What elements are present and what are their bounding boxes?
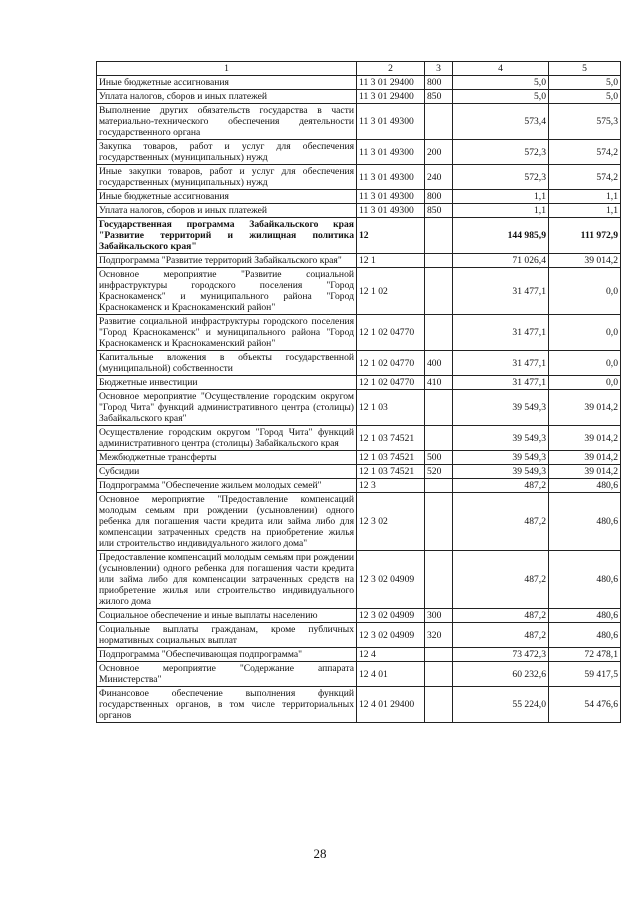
- amount-year2-cell: 39 014,2: [549, 390, 621, 426]
- amount-year2-cell: 39 014,2: [549, 465, 621, 479]
- target-code-cell: 12 4 01 29400: [357, 687, 425, 723]
- target-code-cell: 12 4: [357, 648, 425, 662]
- expense-type-cell: 240: [425, 165, 453, 190]
- item-name-cell: Подпрограмма "Развитие территорий Забайкальского края": [97, 254, 357, 268]
- amount-year1-cell: 39 549,3: [453, 390, 549, 426]
- item-name-cell: Иные бюджетные ассигнования: [97, 76, 357, 90]
- expense-type-cell: 400: [425, 351, 453, 376]
- expense-type-cell: 500: [425, 451, 453, 465]
- expense-type-cell: 410: [425, 376, 453, 390]
- item-name-cell: Государственная программа Забайкальского края "Развитие территорий и жилищная политика Забайкальского края": [97, 218, 357, 254]
- target-code-cell: 12 3 02 04909: [357, 551, 425, 609]
- column-number-row: [97, 62, 621, 76]
- expense-type-cell: 850: [425, 204, 453, 218]
- target-code-cell: 12 3 02 04909: [357, 623, 425, 648]
- amount-year2-cell: 1,1: [549, 204, 621, 218]
- target-code-cell: 12 1 02 04770: [357, 315, 425, 351]
- amount-year2-cell: 1,1: [549, 190, 621, 204]
- target-code-cell: 11 3 01 49300: [357, 140, 425, 165]
- amount-year2-cell: 111 972,9: [549, 218, 621, 254]
- amount-year1-cell: 572,3: [453, 140, 549, 165]
- target-code-cell: 12 1 02 04770: [357, 376, 425, 390]
- column-number: 2: [357, 62, 425, 76]
- amount-year1-cell: 487,2: [453, 623, 549, 648]
- table-row: [97, 648, 621, 662]
- amount-year1-cell: 71 026,4: [453, 254, 549, 268]
- amount-year1-cell: 144 985,9: [453, 218, 549, 254]
- amount-year1-cell: 487,2: [453, 609, 549, 623]
- target-code-cell: 12 1: [357, 254, 425, 268]
- target-code-cell: 11 3 01 49300: [357, 104, 425, 140]
- amount-year1-cell: 60 232,6: [453, 662, 549, 687]
- expense-type-cell: 850: [425, 90, 453, 104]
- amount-year2-cell: 59 417,5: [549, 662, 621, 687]
- amount-year2-cell: 480,6: [549, 551, 621, 609]
- amount-year2-cell: 39 014,2: [549, 254, 621, 268]
- table-row: [97, 90, 621, 104]
- expense-type-cell: [425, 551, 453, 609]
- amount-year1-cell: 5,0: [453, 76, 549, 90]
- amount-year1-cell: 39 549,3: [453, 465, 549, 479]
- expense-type-cell: 520: [425, 465, 453, 479]
- amount-year1-cell: 31 477,1: [453, 315, 549, 351]
- amount-year1-cell: 572,3: [453, 165, 549, 190]
- expense-type-cell: [425, 315, 453, 351]
- table-row: [97, 190, 621, 204]
- amount-year2-cell: 0,0: [549, 351, 621, 376]
- target-code-cell: 12 1 03 74521: [357, 465, 425, 479]
- amount-year2-cell: 575,3: [549, 104, 621, 140]
- column-number: 3: [425, 62, 453, 76]
- amount-year1-cell: 1,1: [453, 190, 549, 204]
- item-name-cell: Основное мероприятие "Развитие социальной инфраструктуры городского поселения "Город Краснокаменск" и муниципального района "Город Краснокаменск и Краснокаменский район": [97, 268, 357, 315]
- amount-year2-cell: 480,6: [549, 493, 621, 551]
- expense-type-cell: [425, 648, 453, 662]
- target-code-cell: 12: [357, 218, 425, 254]
- amount-year1-cell: 5,0: [453, 90, 549, 104]
- expense-type-cell: [425, 104, 453, 140]
- budget-table-body: [97, 62, 621, 723]
- target-code-cell: 12 3 02: [357, 493, 425, 551]
- table-row: [97, 493, 621, 551]
- expense-type-cell: 300: [425, 609, 453, 623]
- target-code-cell: 12 1 02: [357, 268, 425, 315]
- amount-year2-cell: 54 476,6: [549, 687, 621, 723]
- expense-type-cell: 800: [425, 190, 453, 204]
- item-name-cell: Основное мероприятие "Содержание аппарата Министерства": [97, 662, 357, 687]
- target-code-cell: 11 3 01 49300: [357, 165, 425, 190]
- table-row: [97, 662, 621, 687]
- amount-year1-cell: 31 477,1: [453, 351, 549, 376]
- item-name-cell: Финансовое обеспечение выполнения функций государственных органов, в том числе территориальных органов: [97, 687, 357, 723]
- expense-type-cell: [425, 662, 453, 687]
- table-row: [97, 687, 621, 723]
- expense-type-cell: [425, 254, 453, 268]
- amount-year2-cell: 574,2: [549, 165, 621, 190]
- amount-year2-cell: 0,0: [549, 376, 621, 390]
- table-row: [97, 76, 621, 90]
- target-code-cell: 12 1 02 04770: [357, 351, 425, 376]
- amount-year1-cell: 487,2: [453, 479, 549, 493]
- expense-type-cell: [425, 218, 453, 254]
- target-code-cell: 12 1 03 74521: [357, 426, 425, 451]
- table-row: [97, 351, 621, 376]
- table-row: [97, 451, 621, 465]
- table-row: [97, 218, 621, 254]
- table-row: [97, 376, 621, 390]
- target-code-cell: 11 3 01 29400: [357, 76, 425, 90]
- item-name-cell: Закупка товаров, работ и услуг для обеспечения государственных (муниципальных) нужд: [97, 140, 357, 165]
- page-number: 28: [313, 846, 327, 861]
- item-name-cell: Иные бюджетные ассигнования: [97, 190, 357, 204]
- table-row: [97, 609, 621, 623]
- item-name-cell: Социальные выплаты гражданам, кроме публичных нормативных социальных выплат: [97, 623, 357, 648]
- item-name-cell: Межбюджетные трансферты: [97, 451, 357, 465]
- table-row: [97, 623, 621, 648]
- item-name-cell: Предоставление компенсаций молодым семьям при рождении (усыновлении) одного ребенка для погашения части кредита или займа либо для компенсации затраченных средств на приобретение жилья или строительство индивидуального жилого дома: [97, 551, 357, 609]
- item-name-cell: Социальное обеспечение и иные выплаты населению: [97, 609, 357, 623]
- item-name-cell: Основное мероприятие "Осуществление городским округом "Город Чита" функций административного центра (столицы) Забайкальского края": [97, 390, 357, 426]
- amount-year2-cell: 39 014,2: [549, 426, 621, 451]
- amount-year1-cell: 573,4: [453, 104, 549, 140]
- amount-year2-cell: 0,0: [549, 268, 621, 315]
- table-row: [97, 315, 621, 351]
- item-name-cell: Основное мероприятие "Предоставление компенсаций молодым семьям при рождении (усыновлении) одного ребенка для погашения части кредита или займа либо для компенсации затраченных средств на приобретение жилья или строительство индивидуального жилого дома": [97, 493, 357, 551]
- amount-year1-cell: 39 549,3: [453, 426, 549, 451]
- amount-year1-cell: 39 549,3: [453, 451, 549, 465]
- target-code-cell: 11 3 01 49300: [357, 190, 425, 204]
- item-name-cell: Подпрограмма "Обеспечивающая подпрограмма": [97, 648, 357, 662]
- amount-year2-cell: 574,2: [549, 140, 621, 165]
- table-row: [97, 165, 621, 190]
- table-row: [97, 268, 621, 315]
- amount-year2-cell: 480,6: [549, 609, 621, 623]
- item-name-cell: Бюджетные инвестиции: [97, 376, 357, 390]
- target-code-cell: 12 1 03 74521: [357, 451, 425, 465]
- item-name-cell: Осуществление городским округом "Город Чита" функций административного центра (столицы) Забайкальского края: [97, 426, 357, 451]
- amount-year1-cell: 487,2: [453, 493, 549, 551]
- expense-type-cell: 320: [425, 623, 453, 648]
- amount-year2-cell: 72 478,1: [549, 648, 621, 662]
- table-row: [97, 140, 621, 165]
- table-row: [97, 104, 621, 140]
- expense-type-cell: [425, 493, 453, 551]
- expense-type-cell: [425, 426, 453, 451]
- column-number: 1: [97, 62, 357, 76]
- column-number: 5: [549, 62, 621, 76]
- budget-table: [96, 61, 621, 723]
- amount-year2-cell: 39 014,2: [549, 451, 621, 465]
- table-row: [97, 479, 621, 493]
- amount-year2-cell: 0,0: [549, 315, 621, 351]
- table-row: [97, 551, 621, 609]
- expense-type-cell: 800: [425, 76, 453, 90]
- target-code-cell: 11 3 01 49300: [357, 204, 425, 218]
- item-name-cell: Уплата налогов, сборов и иных платежей: [97, 90, 357, 104]
- item-name-cell: Подпрограмма "Обеспечение жильем молодых семей": [97, 479, 357, 493]
- expense-type-cell: [425, 479, 453, 493]
- table-row: [97, 465, 621, 479]
- target-code-cell: 12 4 01: [357, 662, 425, 687]
- amount-year1-cell: 31 477,1: [453, 268, 549, 315]
- column-number: 4: [453, 62, 549, 76]
- target-code-cell: 11 3 01 29400: [357, 90, 425, 104]
- expense-type-cell: [425, 687, 453, 723]
- item-name-cell: Субсидии: [97, 465, 357, 479]
- item-name-cell: Капитальные вложения в объекты государственной (муниципальной) собственности: [97, 351, 357, 376]
- item-name-cell: Иные закупки товаров, работ и услуг для обеспечения государственных (муниципальных) нужд: [97, 165, 357, 190]
- expense-type-cell: [425, 390, 453, 426]
- expense-type-cell: [425, 268, 453, 315]
- amount-year1-cell: 487,2: [453, 551, 549, 609]
- target-code-cell: 12 1 03: [357, 390, 425, 426]
- amount-year2-cell: 480,6: [549, 479, 621, 493]
- table-row: [97, 204, 621, 218]
- amount-year1-cell: 55 224,0: [453, 687, 549, 723]
- item-name-cell: Выполнение других обязательств государства в части материально-технического обеспечения деятельности государственного органа: [97, 104, 357, 140]
- item-name-cell: Развитие социальной инфраструктуры городского поселения "Город Краснокаменск" и муниципального района "Город Краснокаменск и Краснокаменский район": [97, 315, 357, 351]
- table-row: [97, 390, 621, 426]
- amount-year1-cell: 73 472,3: [453, 648, 549, 662]
- table-row: [97, 254, 621, 268]
- expense-type-cell: 200: [425, 140, 453, 165]
- item-name-cell: Уплата налогов, сборов и иных платежей: [97, 204, 357, 218]
- amount-year1-cell: 1,1: [453, 204, 549, 218]
- target-code-cell: 12 3: [357, 479, 425, 493]
- amount-year2-cell: 5,0: [549, 90, 621, 104]
- target-code-cell: 12 3 02 04909: [357, 609, 425, 623]
- amount-year1-cell: 31 477,1: [453, 376, 549, 390]
- table-row: [97, 426, 621, 451]
- amount-year2-cell: 480,6: [549, 623, 621, 648]
- amount-year2-cell: 5,0: [549, 76, 621, 90]
